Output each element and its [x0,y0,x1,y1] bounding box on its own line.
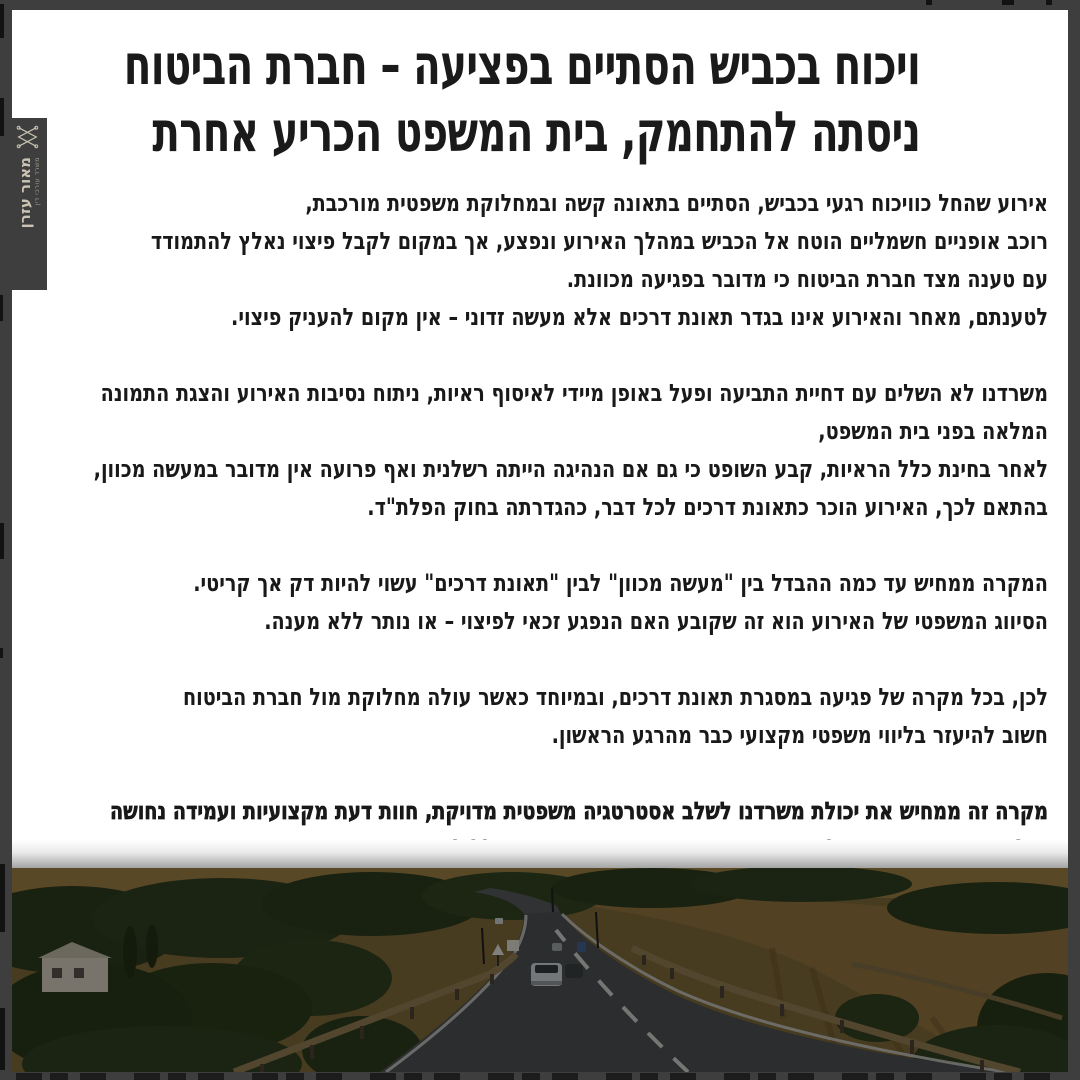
road-photo [12,868,1068,1072]
edge-artifact [0,295,3,321]
law-firm-monogram-icon [14,124,44,150]
headline-line: ניסתה להתחמק, בית המשפט הכריע אחרת [152,100,921,165]
text-line: עם טענה מצד חברת הביטוח כי מדובר בפגיעה מכוונת. [566,265,1048,293]
card-bottom-fade [12,840,1068,868]
paragraph-4 [32,678,1048,754]
text-line: לאחר בחינת כלל הראיות, קבע השופט כי גם אם הנהיגה הייתה רשלנית ואף פרועה אין מדובר במעשה מכוון, [93,455,1049,483]
logo-name: מאור עזרן [15,157,34,229]
text-line: רוכב אופניים חשמליים הוטח אל הכביש במהלך האירוע ונפצע, אך במקום לקבל פיצוי נאלץ להתמודד [150,227,1049,255]
text-line: לטענתם, מאחר והאירוע אינו בגדר תאונת דרכים אלא מעשה זדוני – אין מקום להעניק פיצוי. [231,303,1048,331]
text-line: מקרה זה ממחיש את יכולת משרדנו לשלב אסטרטגיה משפטית מדויקת, חוות דעת מקצועיות ועמידה נחושה [109,797,1048,825]
edge-artifact [1002,0,1014,5]
text-line: בהתאם לכך, האירוע הוכר כתאונת דרכים לכל דבר, כהגדרתה בחוק הפלת"ד. [367,493,1048,521]
road-photo-illustration [12,868,1068,1072]
text-line: לכן, בכל מקרה של פגיעה במסגרת תאונת דרכים, ובמיוחד כאשר עולה מחלוקת מול חברת הביטוח [182,683,1049,711]
article-body [12,184,1068,868]
edge-artifact [0,1008,5,1070]
logo-tagline: משרד עורכי דין [32,157,41,206]
paragraph-3 [32,564,1048,640]
headline-line: ויכוח בכביש הסתיים בפציעה – חברת הביטוח [123,33,921,98]
headline [12,32,1068,166]
text-line: המלאה בפני בית המשפט, [818,417,1048,445]
law-firm-logo-tab [10,118,47,290]
edge-artifact [0,4,4,38]
text-line: חשוב להיעזר בליווי משפטי מקצועי כבר מהרגע הראשון. [551,721,1048,749]
edge-artifact [926,0,932,5]
text-line: אירוע שהחל כוויכוח רגעי בכביש, הסתיים בתאונה קשה ובמחלוקת משפטית מורכבת, [305,189,1048,217]
edge-artifact [0,98,4,136]
text-line: המקרה ממחיש עד כמה ההבדל בין "מעשה מכוון" לבין "תאונת דרכים" עשוי להיות דק אך קריטי. [193,569,1048,597]
text-line: משרדנו לא השלים עם דחיית התביעה ופעל באופן מיידי לאיסוף ראיות, ניתוח נסיבות האירוע והצגת התמונה [100,379,1048,407]
post-card [12,10,1068,868]
edge-artifact [0,523,4,559]
edge-artifact [1046,0,1052,5]
paragraph-1 [32,184,1048,336]
cropped-caption-strip [16,1073,1064,1080]
logo-lockup [12,118,46,290]
edge-artifact [0,648,3,658]
paragraph-2 [32,374,1048,526]
text-line: הסיווג המשפטי של האירוע הוא זה שקובע האם הנפגע זכאי לפיצוי – או נותר ללא מענה. [264,607,1048,635]
edge-artifact [0,864,5,932]
